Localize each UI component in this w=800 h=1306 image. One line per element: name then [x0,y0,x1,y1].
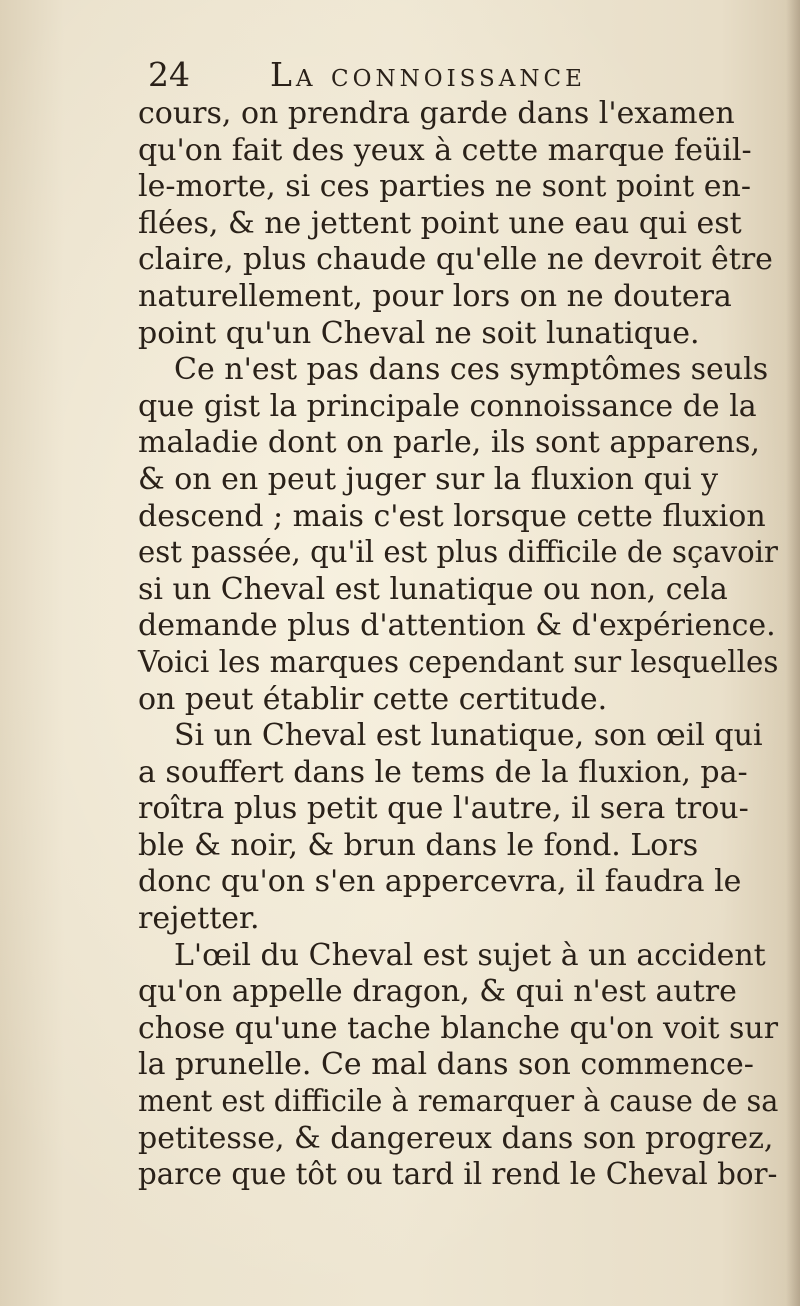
paragraph-start-line: L'œil du Cheval est sujet à un accident [174,937,766,973]
paragraph-start-line: Si un Cheval est lunatique, son œil qui [174,718,763,754]
body-text [138,96,778,1194]
text-line: cours, on prendra garde dans l'examen [138,96,735,131]
text-line: qu'on fait des yeux à cette marque feüil- [138,132,752,168]
text-line: maladie dont on parle, ils sont apparens, [138,425,760,461]
text-line: Voici les marques cependant sur lesquelles [138,644,779,680]
text-line: parce que tôt ou tard il rend le Cheval bor- [138,1157,778,1193]
text-line: ble & noir, & brun dans le fond. Lors [138,827,699,863]
text-line: point qu'un Cheval ne soit lunatique. [138,315,700,351]
text-line: si un Cheval est lunatique ou non, cela [138,571,728,607]
page-header [148,52,788,98]
text-line: chose qu'une tache blanche qu'on voit sur [138,1010,779,1046]
text-line: rejetter. [138,901,260,937]
text-line: le-morte, si ces parties ne sont point en- [138,169,751,205]
running-title: La connoissance [270,55,586,94]
text-line: demande plus d'attention & d'expérience. [138,608,776,644]
text-line: est passée, qu'il est plus difficile de sçavoir [138,535,778,571]
text-line: & on en peut juger sur la fluxion qui y [138,461,719,497]
paragraph-start-line: Ce n'est pas dans ces symptômes seuls [174,352,769,388]
page-number: 24 [148,55,190,94]
page-edge-shadow [786,0,800,1306]
text-line: qu'on appelle dragon, & qui n'est autre [138,974,737,1010]
text-line: descend ; mais c'est lorsque cette fluxion [138,498,766,534]
text-line: ment est difficile à remarquer à cause de sa [138,1084,779,1120]
text-line: que gist la principale connoissance de la [138,388,757,424]
text-line: on peut établir cette certitude. [138,681,608,717]
text-line: la prunelle. Ce mal dans son commence- [138,1047,754,1083]
text-line: donc qu'on s'en appercevra, il faudra le [138,864,742,900]
text-line: flées, & ne jettent point une eau qui est [138,205,742,241]
text-line: naturellement, pour lors on ne doutera [138,278,732,314]
text-line: claire, plus chaude qu'elle ne devroit être [138,242,773,278]
text-line: roîtra plus petit que l'autre, il sera trou- [138,791,749,827]
text-line: a souffert dans le tems de la fluxion, pa- [138,754,748,790]
text-line: petitesse, & dangereux dans son progrez, [138,1120,774,1156]
